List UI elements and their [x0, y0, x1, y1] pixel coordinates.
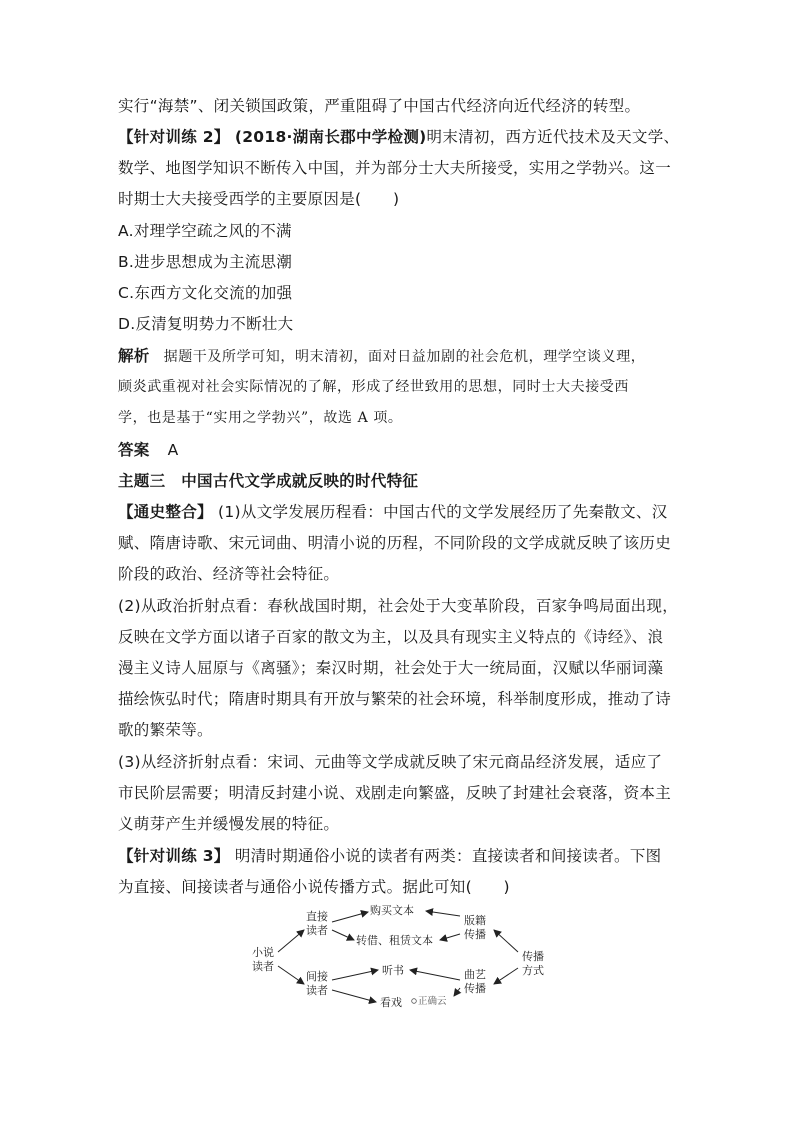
arrow-direct-to-borrow [332, 930, 354, 940]
text-line: 阶段的政治、经济等社会特征。 [118, 565, 340, 583]
node-opera-spread-l1: 曲艺 [464, 968, 486, 981]
text-line: 赋、隋唐诗歌、宋元词曲、明清小说的历程，不同阶段的文学成就反映了该历史 [118, 534, 672, 552]
text-line: 义萌芽产生并缓慢发展的特征。 [118, 815, 340, 833]
option-b: B.进步思想成为主流思潮 [118, 253, 293, 271]
text-line: (3)从经济折射点看：宋词、元曲等文学成就反映了宋元商品经济发展，适应了 [118, 753, 663, 771]
text-span: 明清时期通俗小说的读者有两类：直接读者和间接读者。下图 [234, 847, 662, 865]
explanation-line: 学，也是基于“实用之学勃兴”，故选 A 项。 [118, 410, 403, 426]
text-line: 市民阶层需要；明清反封建小说、戏剧走向繁盛，反映了封建社会衰落，资本主 [118, 784, 672, 802]
arrow-opera-to-watch [454, 988, 460, 996]
arrow-indirect-to-listen [332, 970, 378, 980]
arrow-print-to-borrow [440, 934, 460, 940]
node-novel-readers-l1: 小说 [252, 946, 274, 959]
arrow-readers-to-indirect [278, 966, 304, 984]
text-line: 歌的繁荣等。 [118, 721, 213, 739]
node-spread-mode-l1: 传播 [522, 950, 544, 963]
arrow-direct-to-buy [332, 912, 368, 922]
watermark-text: 正确云 [418, 996, 447, 1007]
option-a: A.对理学空疏之风的不满 [118, 222, 292, 240]
node-buy-text: 购买文本 [370, 904, 414, 917]
node-borrow-text: 转借、租赁文本 [356, 934, 433, 947]
text-span: 明末清初，西方近代技术及天文学、 [426, 128, 680, 146]
arrow-readers-to-direct [278, 930, 304, 952]
arrow-mode-to-opera [494, 968, 518, 984]
topic-heading: 主题三 中国古代文学成就反映的时代特征 [118, 472, 419, 490]
text-span: (1)从文学发展历程看：中国古代的文学发展经历了先秦散文、汉 [218, 503, 668, 521]
node-indirect-readers-l1: 间接 [306, 970, 328, 983]
explanation-line: 顾炎武重视对社会实际情况的了解，形成了经世致用的思想，同时士大夫接受西 [118, 379, 629, 395]
node-listen: 听书 [382, 964, 404, 977]
question-line: 时期士大夫接受西学的主要原因是( ) [118, 190, 400, 208]
node-print-spread-l1: 版籍 [464, 914, 486, 927]
option-c: C.东西方文化交流的加强 [118, 284, 293, 302]
arrow-opera-to-listen [410, 970, 460, 980]
arrow-mode-to-print [494, 930, 518, 952]
option-d: D.反清复明势力不断壮大 [118, 315, 294, 333]
exercise-tag: 【针对训练 2】 [118, 128, 230, 146]
novel-dissemination-diagram [240, 900, 560, 1018]
exercise-tag: 【针对训练 3】 [118, 847, 230, 865]
section-tag: 【通史整合】 [118, 503, 213, 521]
node-spread-mode-l2: 方式 [522, 964, 544, 977]
node-novel-readers-l2: 读者 [252, 960, 274, 973]
text-line: (2)从政治折射点看：春秋战国时期，社会处于大变革阶段，百家争鸣局面出现， [118, 597, 679, 615]
answer-value: A [167, 441, 179, 459]
exercise-2-first-line [118, 127, 679, 147]
text-line: 描绘恢弘时代；隋唐时期具有开放与繁荣的社会环境，科举制度形成，推动了诗 [118, 690, 672, 708]
text-line: 漫主义诗人屈原与《离骚》；秦汉时期，社会处于大一统局面，汉赋以华丽词藻 [118, 659, 664, 677]
arrow-indirect-to-watch [332, 990, 376, 1002]
node-indirect-readers-l2: 读者 [306, 984, 328, 997]
explanation-label: 解析 [118, 347, 150, 365]
answer-label: 答案 [118, 441, 150, 459]
explanation-text: 据题干及所学可知，明末清初，面对日益加剧的社会危机，理学空谈义理， [163, 349, 646, 365]
node-print-spread-l2: 传播 [464, 928, 486, 941]
question-line: 为直接、间接读者与通俗小说传播方式。据此可知( ) [118, 878, 510, 896]
text-line: 反映在文学方面以诸子百家的散文为主，以及具有现实主义特点的《诗经》、浪 [118, 628, 664, 646]
answer-line [118, 440, 179, 460]
arrow-print-to-buy [426, 911, 460, 916]
node-opera-spread-l2: 传播 [464, 982, 486, 995]
node-direct-readers-l1: 直接 [306, 910, 328, 923]
exercise-source: (2018·湖南长郡中学检测) [234, 128, 427, 146]
node-watch-opera: 看戏 [380, 996, 402, 1009]
node-direct-readers-l2: 读者 [306, 924, 328, 937]
paragraph-1-first-line [118, 502, 668, 522]
exercise-3-first-line [118, 846, 661, 866]
explanation-first-line [118, 346, 645, 367]
text-line: 实行“海禁”、闭关锁国政策，严重阻碍了中国古代经济向近代经济的转型。 [118, 97, 641, 115]
text-line: 数学、地图学知识不断传入中国，并为部分士大夫所接受，实用之学勃兴。这一 [118, 159, 672, 177]
watermark-icon [412, 999, 417, 1004]
